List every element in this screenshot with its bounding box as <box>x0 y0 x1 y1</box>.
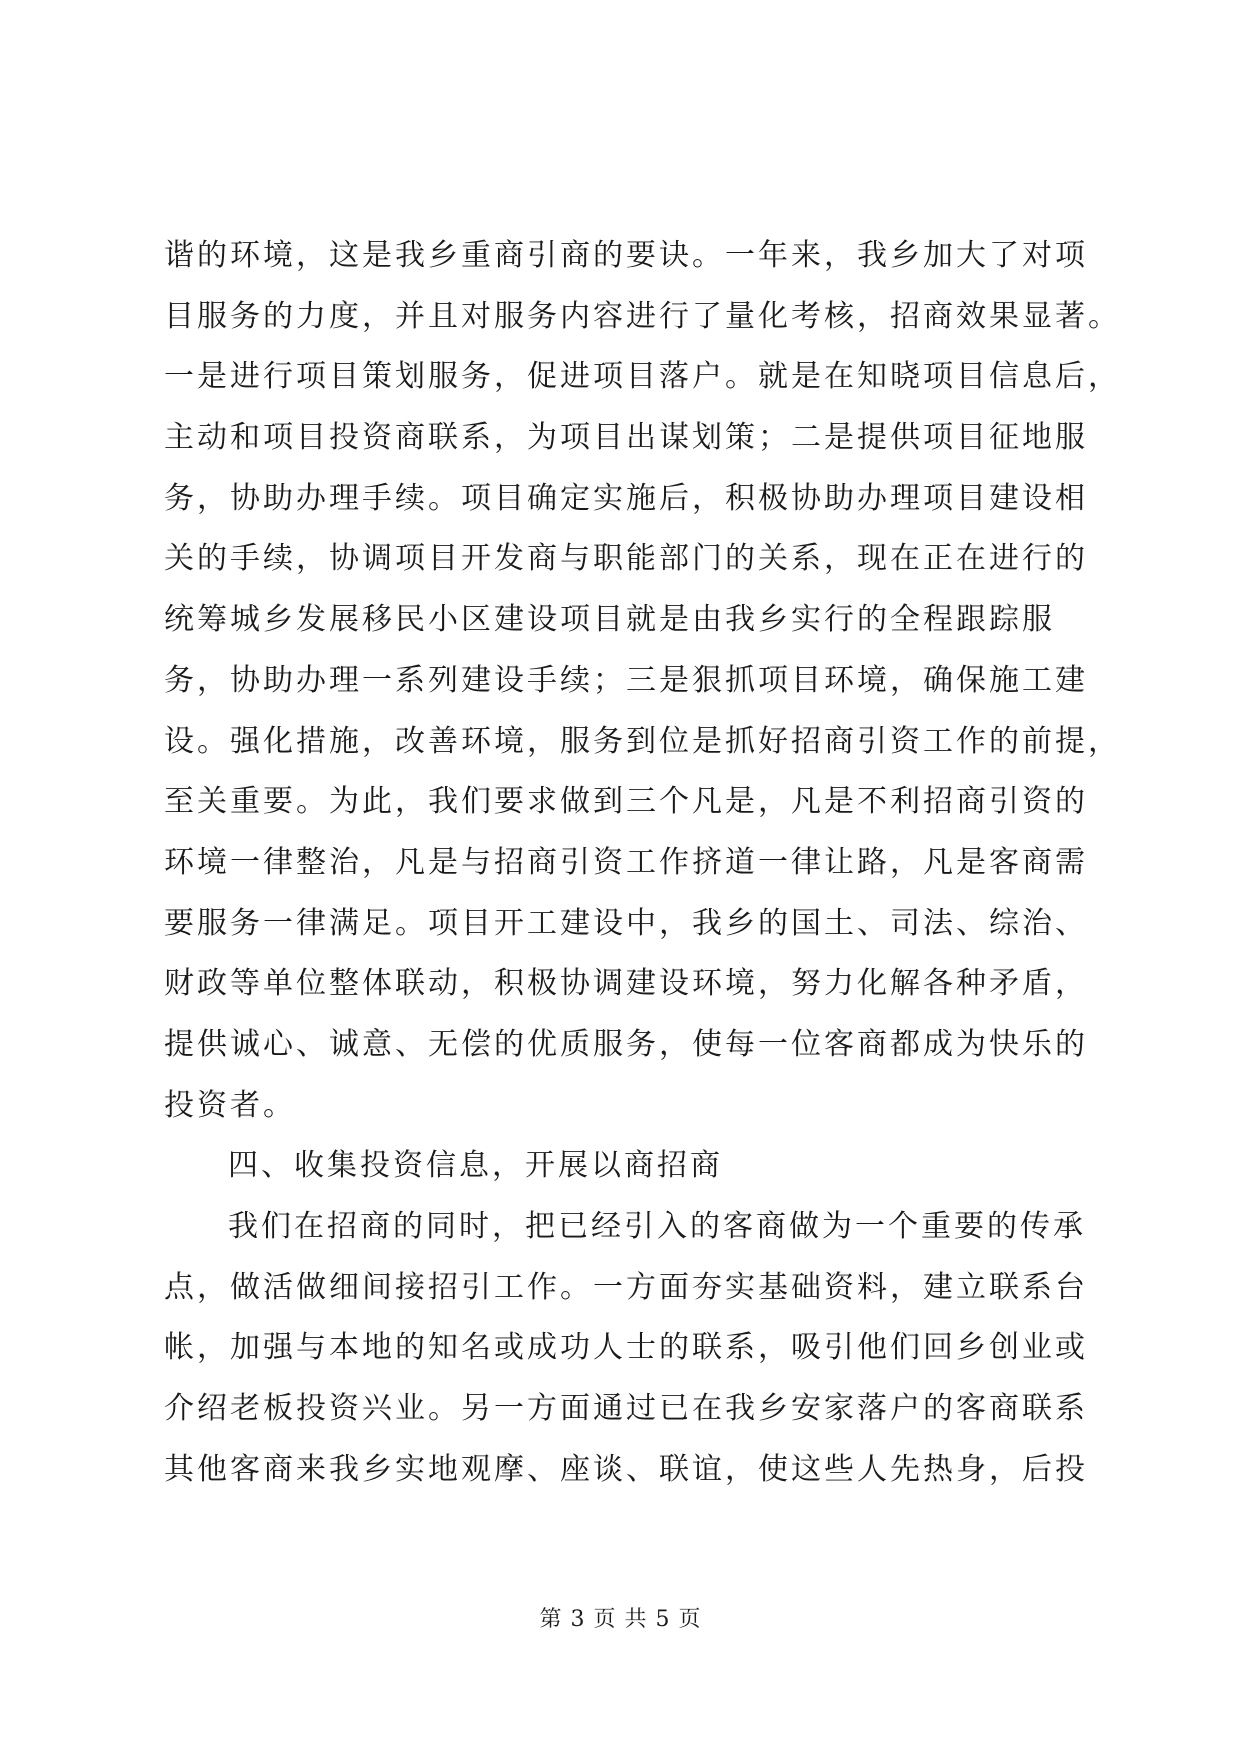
text-line: 务，协助办理手续。项目确定实施后，积极协助办理项目建设相 <box>164 480 1088 516</box>
text-line: 主动和项目投资商联系，为项目出谋划策；二是提供项目征地服 <box>164 420 1088 456</box>
text-line: 我们在招商的同时，把已经引入的客商做为一个重要的传承 <box>228 1209 1086 1244</box>
text-line: 目服务的力度，并且对服务内容进行了量化考核，招商效果显著。 <box>164 298 1121 334</box>
text-line: 关的手续，协调项目开发商与职能部门的关系，现在正在进行的 <box>164 541 1088 577</box>
text-line: 设。强化措施，改善环境，服务到位是抓好招商引资工作的前提， <box>164 723 1121 759</box>
text-line: 财政等单位整体联动，积极协调建设环境，努力化解各种矛盾， <box>164 966 1088 1002</box>
text-line: 介绍老板投资兴业。另一方面通过已在我乡安家落户的客商联系 <box>164 1391 1088 1427</box>
text-line: 至关重要。为此，我们要求做到三个凡是，凡是不利招商引资的 <box>164 784 1088 820</box>
body-text <box>164 226 1121 1500</box>
text-line: 务，协助办理一系列建设手续；三是狠抓项目环境，确保施工建 <box>164 662 1088 698</box>
text-line: 其他客商来我乡实地观摩、座谈、联谊，使这些人先热身，后投 <box>164 1451 1088 1487</box>
text-line: 点，做活做细间接招引工作。一方面夯实基础资料，建立联系台 <box>164 1269 1088 1305</box>
text-line: 要服务一律满足。项目开工建设中，我乡的国土、司法、综治、 <box>164 905 1088 941</box>
text-line: 投资者。 <box>164 1087 296 1123</box>
text-line: 统筹城乡发展移民小区建设项目就是由我乡实行的全程跟踪服 <box>164 602 1055 638</box>
text-line: 提供诚心、诚意、无偿的优质服务，使每一位客商都成为快乐的 <box>164 1026 1088 1062</box>
text-line: 谐的环境，这是我乡重商引商的要诀。一年来，我乡加大了对项 <box>164 238 1088 273</box>
text-line: 环境一律整治，凡是与招商引资工作挤道一律让路，凡是客商需 <box>164 844 1088 880</box>
text-line: 一是进行项目策划服务，促进项目落户。就是在知晓项目信息后， <box>164 359 1121 395</box>
page-number-footer: 第 3 页 共 5 页 <box>539 1607 702 1632</box>
section-heading: 四、收集投资信息，开展以商招商 <box>228 1148 723 1184</box>
text-line: 帐，加强与本地的知名或成功人士的联系，吸引他们回乡创业或 <box>164 1330 1088 1366</box>
